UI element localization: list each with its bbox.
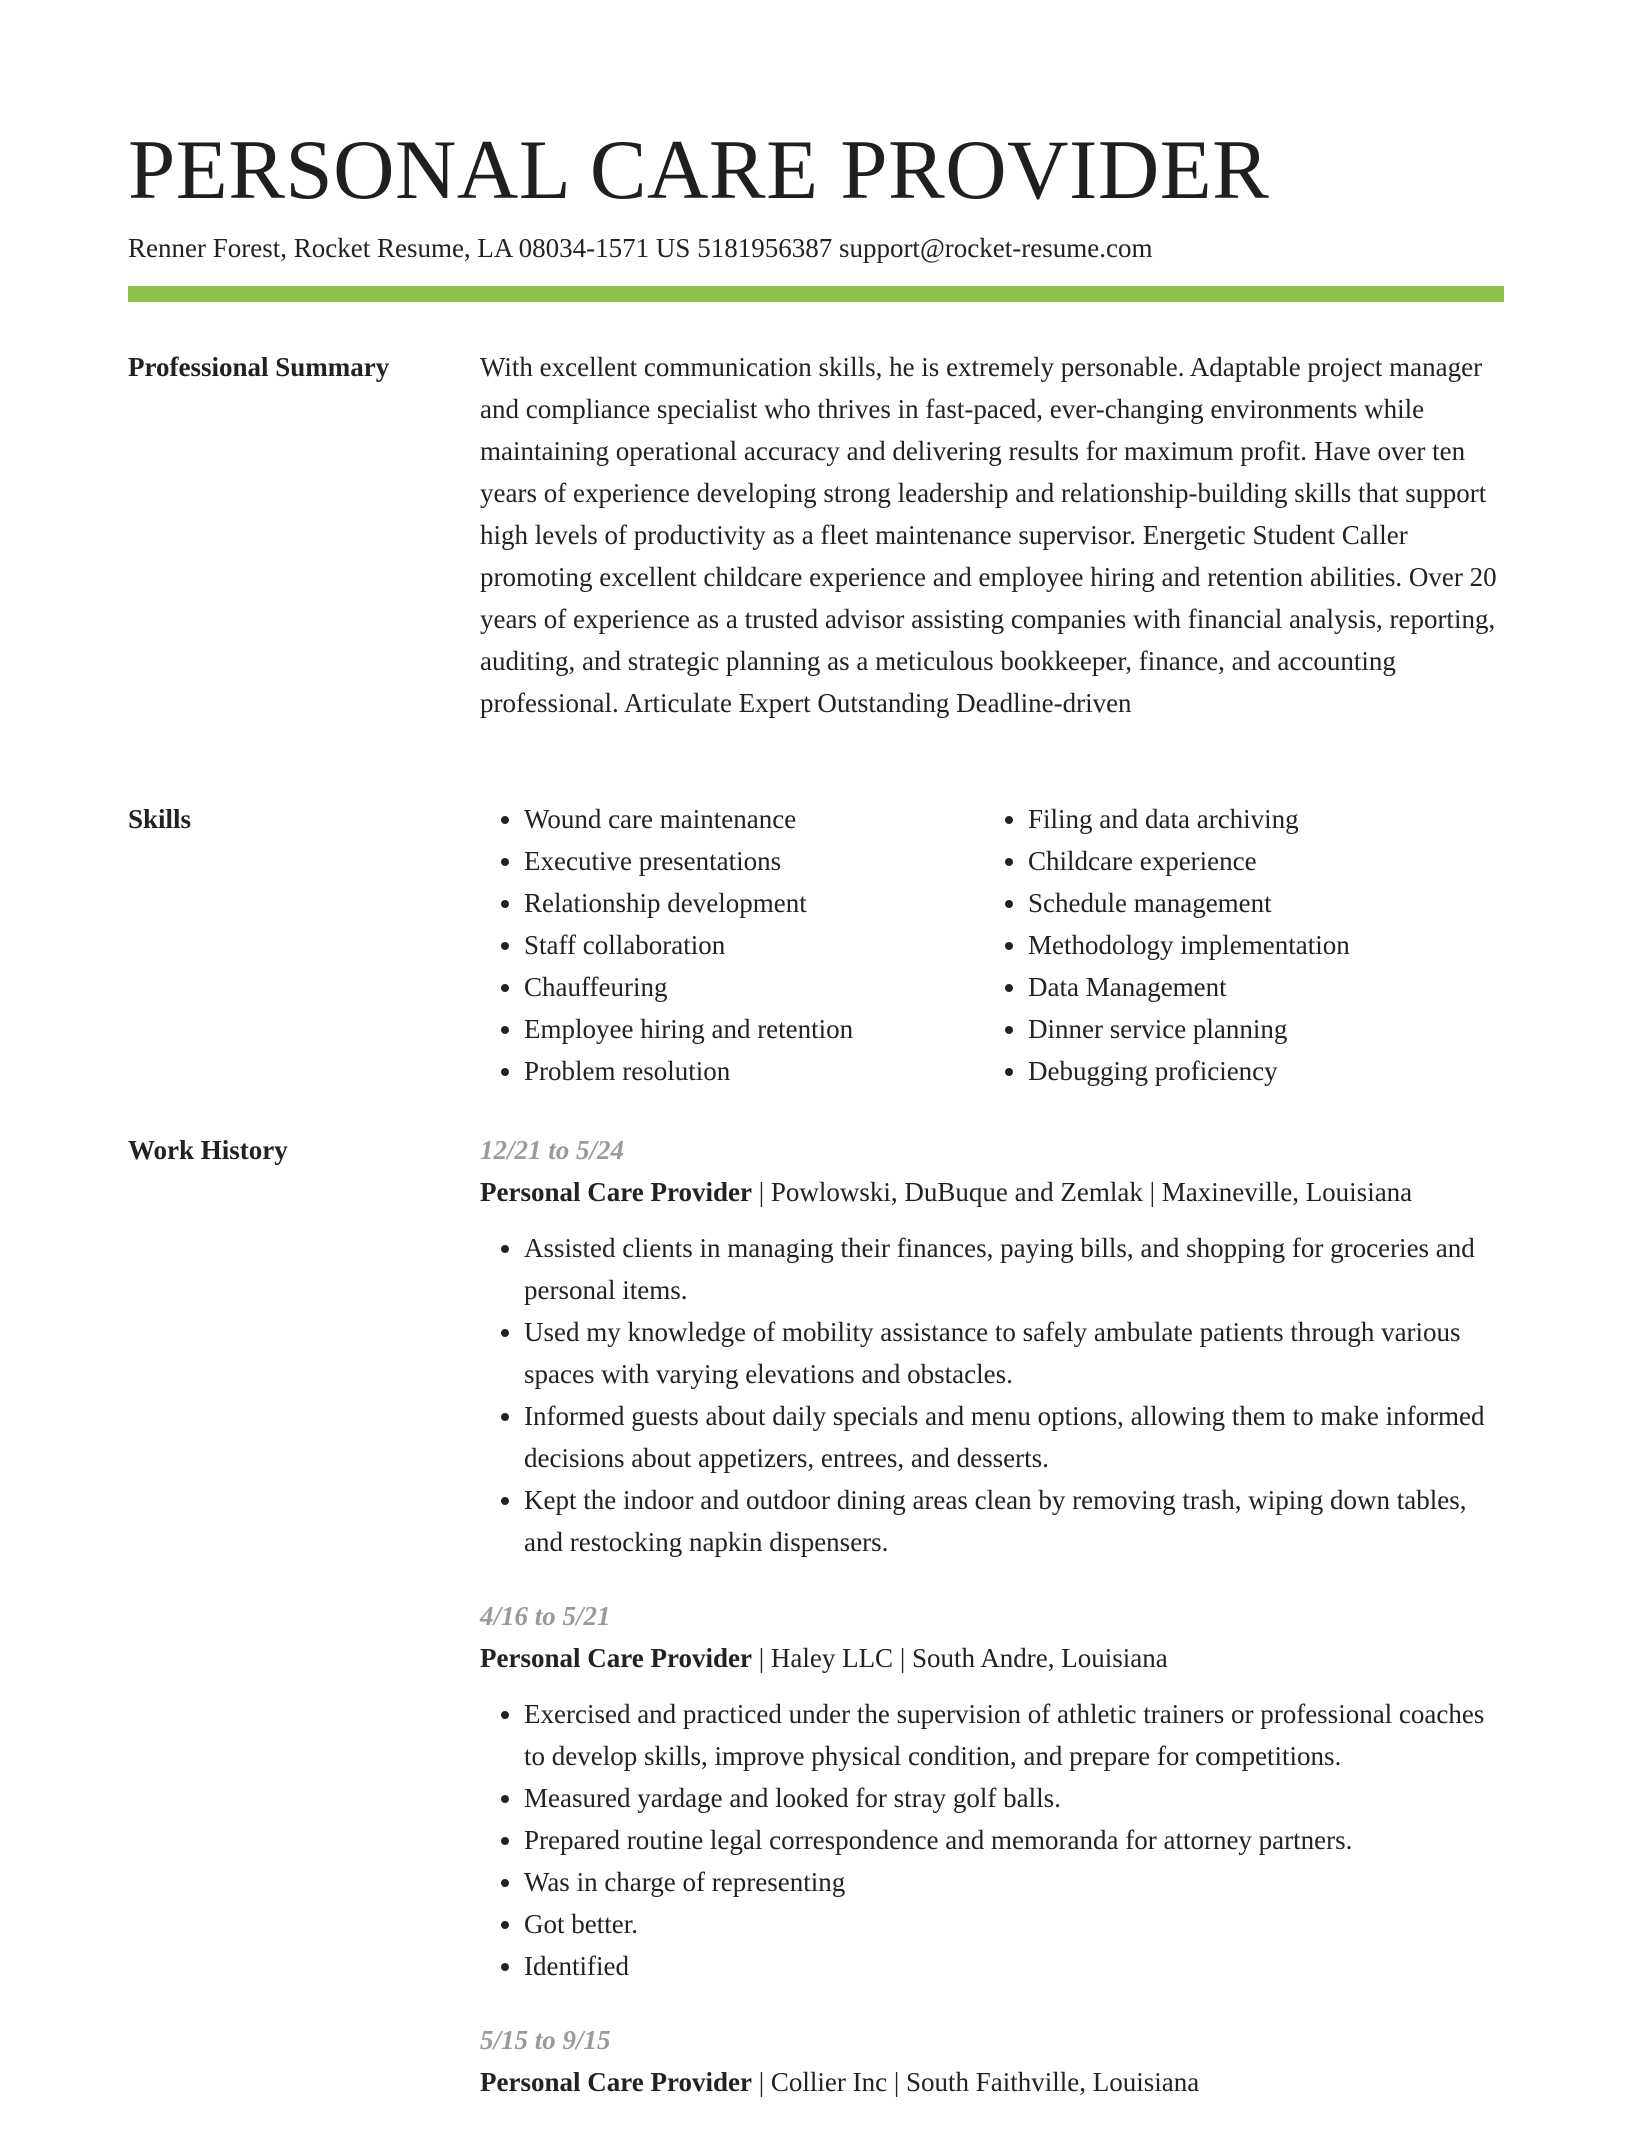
job-entry xyxy=(480,1129,1504,1563)
skill-item: • Dinner service planning xyxy=(1028,1008,1488,1050)
resume-name-title: PERSONAL CARE PROVIDER xyxy=(128,123,1270,217)
skill-item: • Executive presentations xyxy=(524,840,984,882)
contact-line: Renner Forest, Rocket Resume, LA 08034-1571 US 5181956387 support@rocket-resume.com xyxy=(128,233,1153,263)
job-heading xyxy=(480,1171,1504,1213)
skill-item: • Methodology implementation xyxy=(1028,924,1488,966)
job-bullets xyxy=(480,1227,1504,1563)
job-dates: 4/16 to 5/21 xyxy=(480,1601,611,1631)
job-bullet: • Prepared routine legal correspondence and memoranda for attorney partners. xyxy=(524,1819,1504,1861)
job-company-location: | Haley LLC | South Andre, Louisiana xyxy=(751,1643,1168,1673)
job-entry xyxy=(480,2019,1504,2103)
job-heading xyxy=(480,1637,1504,1679)
skill-item: • Problem resolution xyxy=(524,1050,984,1092)
job-title: Personal Care Provider xyxy=(480,2067,752,2097)
job-bullet: • Measured yardage and looked for stray golf balls. xyxy=(524,1777,1504,1819)
skill-item: • Staff collaboration xyxy=(524,924,984,966)
skill-item: • Employee hiring and retention xyxy=(524,1008,984,1050)
skills-body xyxy=(480,798,1504,1092)
summary-body xyxy=(480,346,1504,724)
skill-item: • Filing and data archiving xyxy=(1028,798,1488,840)
skill-item: • Chauffeuring xyxy=(524,966,984,1008)
skill-item: • Wound care maintenance xyxy=(524,798,984,840)
skill-item: • Debugging proficiency xyxy=(1028,1050,1488,1092)
skill-item: • Childcare experience xyxy=(1028,840,1488,882)
job-bullet: • Was in charge of representing xyxy=(524,1861,1504,1903)
job-bullet: • Identified xyxy=(524,1945,1504,1987)
skills-columns xyxy=(480,798,1504,1092)
job-bullet: • Got better. xyxy=(524,1903,1504,1945)
skill-item: • Data Management xyxy=(1028,966,1488,1008)
job-dates: 12/21 to 5/24 xyxy=(480,1135,625,1165)
skills-label: Skills xyxy=(128,804,192,834)
job-bullet: • Exercised and practiced under the supervision of athletic trainers or professional coaches to develop skills, improve physical condition, and prepare for competitions. xyxy=(524,1693,1504,1777)
summary-text: With excellent communication skills, he is extremely personable. Adaptable project manager and compliance specialist who thrives in fast-paced, ever-changing environments while maintaining operational accuracy and delivering results for maximum profit. Have over ten years of experience developing strong leadership and relationship-building skills that support high levels of productivity as a fleet maintenance supervisor. Energetic Student Caller promoting excellent childcare experience and employee hiring and retention abilities. Over 20 years of experience as a trusted advisor assisting companies with financial analysis, reporting, auditing, and strategic planning as a meticulous bookkeeper, finance, and accounting professional. Articulate Expert Outstanding Deadline-driven xyxy=(480,352,1497,718)
job-entry xyxy=(480,1595,1504,1987)
skill-item: • Schedule management xyxy=(1028,882,1488,924)
job-company-location: | Powlowski, DuBuque and Zemlak | Maxineville, Louisiana xyxy=(751,1177,1413,1207)
job-bullet: • Informed guests about daily specials and menu options, allowing them to make informed decisions about appetizers, entrees, and desserts. xyxy=(524,1395,1504,1479)
skills-list-left xyxy=(480,798,984,1092)
job-bullet: • Kept the indoor and outdoor dining areas clean by removing trash, wiping down tables, and restocking napkin dispensers. xyxy=(524,1479,1504,1563)
job-company-location: | Collier Inc | South Faithville, Louisiana xyxy=(751,2067,1200,2097)
job-bullet: • Assisted clients in managing their finances, paying bills, and shopping for groceries and personal items. xyxy=(524,1227,1504,1311)
accent-divider xyxy=(128,286,1504,302)
job-title: Personal Care Provider xyxy=(480,1643,752,1673)
job-bullet: • Used my knowledge of mobility assistance to safely ambulate patients through various spaces with varying elevations and obstacles. xyxy=(524,1311,1504,1395)
job-title: Personal Care Provider xyxy=(480,1177,752,1207)
job-dates: 5/15 to 9/15 xyxy=(480,2025,611,2055)
summary-label: Professional Summary xyxy=(128,352,390,382)
work-history-body xyxy=(480,1129,1504,2135)
skill-item: • Relationship development xyxy=(524,882,984,924)
work-history-label: Work History xyxy=(128,1135,288,1165)
skills-list-right xyxy=(984,798,1488,1092)
job-heading xyxy=(480,2061,1504,2103)
job-bullets xyxy=(480,1693,1504,1987)
